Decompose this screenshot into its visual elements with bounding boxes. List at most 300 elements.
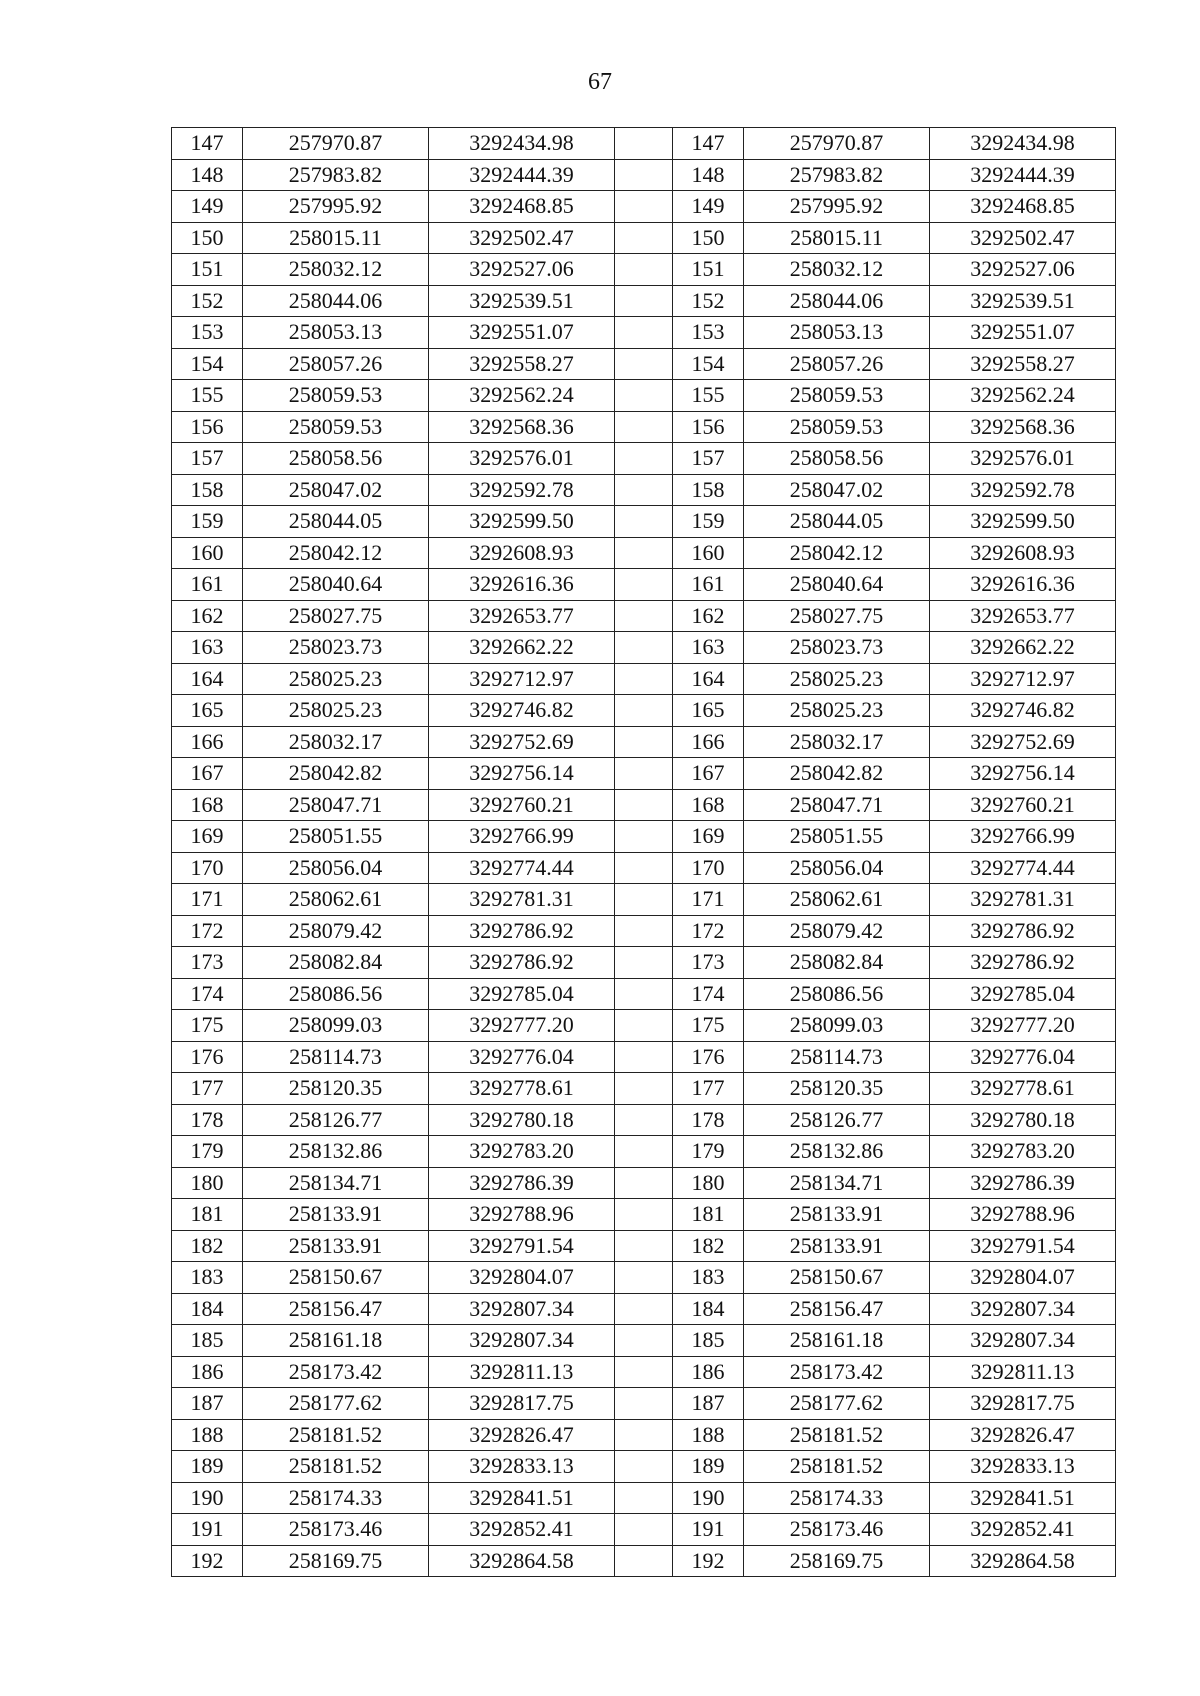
point-number-cell: 190 bbox=[673, 1482, 744, 1514]
empty-separator-cell bbox=[615, 537, 673, 569]
point-number-cell: 178 bbox=[673, 1104, 744, 1136]
table-row bbox=[172, 1388, 1116, 1420]
y-coordinate-cell: 3292783.20 bbox=[930, 1136, 1116, 1168]
x-coordinate-cell: 258056.04 bbox=[243, 852, 429, 884]
x-coordinate-cell: 258032.12 bbox=[243, 254, 429, 286]
y-coordinate-cell: 3292833.13 bbox=[930, 1451, 1116, 1483]
empty-separator-cell bbox=[615, 380, 673, 412]
empty-separator-cell bbox=[615, 884, 673, 916]
x-coordinate-cell: 258027.75 bbox=[744, 600, 930, 632]
point-number-cell: 182 bbox=[673, 1230, 744, 1262]
y-coordinate-cell: 3292766.99 bbox=[429, 821, 615, 853]
x-coordinate-cell: 258174.33 bbox=[744, 1482, 930, 1514]
x-coordinate-cell: 258086.56 bbox=[744, 978, 930, 1010]
table-row bbox=[172, 978, 1116, 1010]
y-coordinate-cell: 3292527.06 bbox=[429, 254, 615, 286]
empty-separator-cell bbox=[615, 1514, 673, 1546]
point-number-cell: 150 bbox=[673, 222, 744, 254]
table-row bbox=[172, 600, 1116, 632]
x-coordinate-cell: 258150.67 bbox=[243, 1262, 429, 1294]
table-row bbox=[172, 1041, 1116, 1073]
y-coordinate-cell: 3292780.18 bbox=[930, 1104, 1116, 1136]
y-coordinate-cell: 3292576.01 bbox=[429, 443, 615, 475]
point-number-cell: 177 bbox=[172, 1073, 243, 1105]
point-number-cell: 189 bbox=[673, 1451, 744, 1483]
point-number-cell: 170 bbox=[673, 852, 744, 884]
y-coordinate-cell: 3292599.50 bbox=[429, 506, 615, 538]
x-coordinate-cell: 258174.33 bbox=[243, 1482, 429, 1514]
point-number-cell: 160 bbox=[673, 537, 744, 569]
x-coordinate-cell: 258169.75 bbox=[744, 1545, 930, 1577]
y-coordinate-cell: 3292760.21 bbox=[930, 789, 1116, 821]
point-number-cell: 183 bbox=[673, 1262, 744, 1294]
empty-separator-cell bbox=[615, 947, 673, 979]
table-row bbox=[172, 1545, 1116, 1577]
x-coordinate-cell: 258044.05 bbox=[243, 506, 429, 538]
y-coordinate-cell: 3292756.14 bbox=[930, 758, 1116, 790]
table-row bbox=[172, 1482, 1116, 1514]
empty-separator-cell bbox=[615, 758, 673, 790]
y-coordinate-cell: 3292653.77 bbox=[930, 600, 1116, 632]
y-coordinate-cell: 3292539.51 bbox=[930, 285, 1116, 317]
empty-separator-cell bbox=[615, 1104, 673, 1136]
y-coordinate-cell: 3292562.24 bbox=[429, 380, 615, 412]
y-coordinate-cell: 3292662.22 bbox=[930, 632, 1116, 664]
x-coordinate-cell: 258051.55 bbox=[243, 821, 429, 853]
point-number-cell: 184 bbox=[172, 1293, 243, 1325]
table-row bbox=[172, 1199, 1116, 1231]
point-number-cell: 155 bbox=[673, 380, 744, 412]
x-coordinate-cell: 257983.82 bbox=[744, 159, 930, 191]
point-number-cell: 167 bbox=[172, 758, 243, 790]
y-coordinate-cell: 3292852.41 bbox=[930, 1514, 1116, 1546]
x-coordinate-cell: 257983.82 bbox=[243, 159, 429, 191]
empty-separator-cell bbox=[615, 978, 673, 1010]
y-coordinate-cell: 3292786.39 bbox=[930, 1167, 1116, 1199]
y-coordinate-cell: 3292562.24 bbox=[930, 380, 1116, 412]
empty-separator-cell bbox=[615, 1073, 673, 1105]
empty-separator-cell bbox=[615, 1293, 673, 1325]
x-coordinate-cell: 258150.67 bbox=[744, 1262, 930, 1294]
point-number-cell: 180 bbox=[172, 1167, 243, 1199]
y-coordinate-cell: 3292551.07 bbox=[930, 317, 1116, 349]
y-coordinate-cell: 3292778.61 bbox=[429, 1073, 615, 1105]
x-coordinate-cell: 258042.12 bbox=[744, 537, 930, 569]
point-number-cell: 191 bbox=[172, 1514, 243, 1546]
x-coordinate-cell: 258120.35 bbox=[243, 1073, 429, 1105]
empty-separator-cell bbox=[615, 789, 673, 821]
y-coordinate-cell: 3292752.69 bbox=[930, 726, 1116, 758]
y-coordinate-cell: 3292811.13 bbox=[930, 1356, 1116, 1388]
y-coordinate-cell: 3292780.18 bbox=[429, 1104, 615, 1136]
x-coordinate-cell: 258133.91 bbox=[744, 1230, 930, 1262]
empty-separator-cell bbox=[615, 1199, 673, 1231]
x-coordinate-cell: 258047.02 bbox=[744, 474, 930, 506]
y-coordinate-cell: 3292786.92 bbox=[429, 947, 615, 979]
point-number-cell: 176 bbox=[673, 1041, 744, 1073]
x-coordinate-cell: 258032.17 bbox=[744, 726, 930, 758]
empty-separator-cell bbox=[615, 348, 673, 380]
point-number-cell: 182 bbox=[172, 1230, 243, 1262]
y-coordinate-cell: 3292781.31 bbox=[429, 884, 615, 916]
table-row bbox=[172, 726, 1116, 758]
x-coordinate-cell: 258161.18 bbox=[744, 1325, 930, 1357]
x-coordinate-cell: 258181.52 bbox=[243, 1451, 429, 1483]
x-coordinate-cell: 258047.71 bbox=[744, 789, 930, 821]
point-number-cell: 152 bbox=[673, 285, 744, 317]
y-coordinate-cell: 3292778.61 bbox=[930, 1073, 1116, 1105]
y-coordinate-cell: 3292841.51 bbox=[429, 1482, 615, 1514]
point-number-cell: 166 bbox=[673, 726, 744, 758]
x-coordinate-cell: 258015.11 bbox=[243, 222, 429, 254]
point-number-cell: 179 bbox=[172, 1136, 243, 1168]
point-number-cell: 167 bbox=[673, 758, 744, 790]
table-row bbox=[172, 222, 1116, 254]
x-coordinate-cell: 258114.73 bbox=[744, 1041, 930, 1073]
table-row bbox=[172, 159, 1116, 191]
x-coordinate-cell: 258181.52 bbox=[243, 1419, 429, 1451]
y-coordinate-cell: 3292791.54 bbox=[429, 1230, 615, 1262]
x-coordinate-cell: 258156.47 bbox=[744, 1293, 930, 1325]
empty-separator-cell bbox=[615, 285, 673, 317]
y-coordinate-cell: 3292804.07 bbox=[930, 1262, 1116, 1294]
y-coordinate-cell: 3292776.04 bbox=[429, 1041, 615, 1073]
point-number-cell: 171 bbox=[172, 884, 243, 916]
point-number-cell: 157 bbox=[172, 443, 243, 475]
x-coordinate-cell: 258173.42 bbox=[243, 1356, 429, 1388]
empty-separator-cell bbox=[615, 1325, 673, 1357]
point-number-cell: 154 bbox=[673, 348, 744, 380]
empty-separator-cell bbox=[615, 222, 673, 254]
coordinates-table bbox=[171, 127, 1116, 1577]
y-coordinate-cell: 3292817.75 bbox=[930, 1388, 1116, 1420]
y-coordinate-cell: 3292608.93 bbox=[429, 537, 615, 569]
x-coordinate-cell: 257970.87 bbox=[243, 128, 429, 160]
x-coordinate-cell: 258099.03 bbox=[243, 1010, 429, 1042]
y-coordinate-cell: 3292746.82 bbox=[930, 695, 1116, 727]
x-coordinate-cell: 258053.13 bbox=[243, 317, 429, 349]
x-coordinate-cell: 258134.71 bbox=[243, 1167, 429, 1199]
point-number-cell: 192 bbox=[673, 1545, 744, 1577]
x-coordinate-cell: 258134.71 bbox=[744, 1167, 930, 1199]
y-coordinate-cell: 3292576.01 bbox=[930, 443, 1116, 475]
y-coordinate-cell: 3292592.78 bbox=[930, 474, 1116, 506]
point-number-cell: 168 bbox=[172, 789, 243, 821]
y-coordinate-cell: 3292760.21 bbox=[429, 789, 615, 821]
y-coordinate-cell: 3292785.04 bbox=[429, 978, 615, 1010]
point-number-cell: 164 bbox=[172, 663, 243, 695]
y-coordinate-cell: 3292444.39 bbox=[429, 159, 615, 191]
table-row bbox=[172, 1293, 1116, 1325]
point-number-cell: 151 bbox=[673, 254, 744, 286]
x-coordinate-cell: 258132.86 bbox=[243, 1136, 429, 1168]
table-row bbox=[172, 1230, 1116, 1262]
empty-separator-cell bbox=[615, 695, 673, 727]
x-coordinate-cell: 258082.84 bbox=[744, 947, 930, 979]
table-row bbox=[172, 254, 1116, 286]
point-number-cell: 184 bbox=[673, 1293, 744, 1325]
y-coordinate-cell: 3292558.27 bbox=[429, 348, 615, 380]
x-coordinate-cell: 258173.42 bbox=[744, 1356, 930, 1388]
x-coordinate-cell: 258062.61 bbox=[243, 884, 429, 916]
x-coordinate-cell: 258133.91 bbox=[243, 1230, 429, 1262]
x-coordinate-cell: 258058.56 bbox=[744, 443, 930, 475]
y-coordinate-cell: 3292807.34 bbox=[930, 1325, 1116, 1357]
empty-separator-cell bbox=[615, 852, 673, 884]
empty-separator-cell bbox=[615, 254, 673, 286]
table-row bbox=[172, 317, 1116, 349]
point-number-cell: 173 bbox=[673, 947, 744, 979]
table-row bbox=[172, 1073, 1116, 1105]
empty-separator-cell bbox=[615, 1356, 673, 1388]
x-coordinate-cell: 258082.84 bbox=[243, 947, 429, 979]
point-number-cell: 148 bbox=[673, 159, 744, 191]
table-row bbox=[172, 947, 1116, 979]
x-coordinate-cell: 258044.06 bbox=[744, 285, 930, 317]
point-number-cell: 147 bbox=[673, 128, 744, 160]
point-number-cell: 178 bbox=[172, 1104, 243, 1136]
y-coordinate-cell: 3292608.93 bbox=[930, 537, 1116, 569]
y-coordinate-cell: 3292777.20 bbox=[429, 1010, 615, 1042]
point-number-cell: 165 bbox=[172, 695, 243, 727]
point-number-cell: 154 bbox=[172, 348, 243, 380]
y-coordinate-cell: 3292786.92 bbox=[930, 915, 1116, 947]
table-row bbox=[172, 695, 1116, 727]
x-coordinate-cell: 258059.53 bbox=[744, 380, 930, 412]
point-number-cell: 185 bbox=[172, 1325, 243, 1357]
y-coordinate-cell: 3292468.85 bbox=[930, 191, 1116, 223]
point-number-cell: 156 bbox=[172, 411, 243, 443]
point-number-cell: 168 bbox=[673, 789, 744, 821]
y-coordinate-cell: 3292774.44 bbox=[930, 852, 1116, 884]
point-number-cell: 151 bbox=[172, 254, 243, 286]
y-coordinate-cell: 3292804.07 bbox=[429, 1262, 615, 1294]
x-coordinate-cell: 258181.52 bbox=[744, 1451, 930, 1483]
empty-separator-cell bbox=[615, 600, 673, 632]
table-row bbox=[172, 663, 1116, 695]
point-number-cell: 180 bbox=[673, 1167, 744, 1199]
y-coordinate-cell: 3292592.78 bbox=[429, 474, 615, 506]
table-row bbox=[172, 915, 1116, 947]
y-coordinate-cell: 3292786.39 bbox=[429, 1167, 615, 1199]
y-coordinate-cell: 3292568.36 bbox=[930, 411, 1116, 443]
x-coordinate-cell: 258177.62 bbox=[243, 1388, 429, 1420]
y-coordinate-cell: 3292826.47 bbox=[930, 1419, 1116, 1451]
point-number-cell: 172 bbox=[673, 915, 744, 947]
point-number-cell: 169 bbox=[673, 821, 744, 853]
table-row bbox=[172, 443, 1116, 475]
coordinates-table-body bbox=[172, 128, 1116, 1577]
y-coordinate-cell: 3292786.92 bbox=[429, 915, 615, 947]
table-row bbox=[172, 758, 1116, 790]
x-coordinate-cell: 258057.26 bbox=[243, 348, 429, 380]
point-number-cell: 188 bbox=[172, 1419, 243, 1451]
y-coordinate-cell: 3292777.20 bbox=[930, 1010, 1116, 1042]
y-coordinate-cell: 3292785.04 bbox=[930, 978, 1116, 1010]
x-coordinate-cell: 258023.73 bbox=[243, 632, 429, 664]
x-coordinate-cell: 258032.12 bbox=[744, 254, 930, 286]
empty-separator-cell bbox=[615, 1167, 673, 1199]
point-number-cell: 172 bbox=[172, 915, 243, 947]
x-coordinate-cell: 258040.64 bbox=[243, 569, 429, 601]
table-row bbox=[172, 569, 1116, 601]
point-number-cell: 161 bbox=[172, 569, 243, 601]
x-coordinate-cell: 258058.56 bbox=[243, 443, 429, 475]
point-number-cell: 192 bbox=[172, 1545, 243, 1577]
x-coordinate-cell: 258051.55 bbox=[744, 821, 930, 853]
point-number-cell: 175 bbox=[172, 1010, 243, 1042]
empty-separator-cell bbox=[615, 1010, 673, 1042]
x-coordinate-cell: 258042.82 bbox=[744, 758, 930, 790]
x-coordinate-cell: 258126.77 bbox=[243, 1104, 429, 1136]
empty-separator-cell bbox=[615, 128, 673, 160]
y-coordinate-cell: 3292752.69 bbox=[429, 726, 615, 758]
y-coordinate-cell: 3292616.36 bbox=[930, 569, 1116, 601]
point-number-cell: 174 bbox=[673, 978, 744, 1010]
x-coordinate-cell: 258042.12 bbox=[243, 537, 429, 569]
x-coordinate-cell: 258079.42 bbox=[744, 915, 930, 947]
y-coordinate-cell: 3292841.51 bbox=[930, 1482, 1116, 1514]
point-number-cell: 157 bbox=[673, 443, 744, 475]
point-number-cell: 179 bbox=[673, 1136, 744, 1168]
point-number-cell: 148 bbox=[172, 159, 243, 191]
y-coordinate-cell: 3292653.77 bbox=[429, 600, 615, 632]
empty-separator-cell bbox=[615, 821, 673, 853]
x-coordinate-cell: 258173.46 bbox=[243, 1514, 429, 1546]
empty-separator-cell bbox=[615, 1041, 673, 1073]
y-coordinate-cell: 3292746.82 bbox=[429, 695, 615, 727]
x-coordinate-cell: 258132.86 bbox=[744, 1136, 930, 1168]
x-coordinate-cell: 258173.46 bbox=[744, 1514, 930, 1546]
table-row bbox=[172, 1514, 1116, 1546]
point-number-cell: 187 bbox=[172, 1388, 243, 1420]
point-number-cell: 147 bbox=[172, 128, 243, 160]
point-number-cell: 185 bbox=[673, 1325, 744, 1357]
x-coordinate-cell: 258057.26 bbox=[744, 348, 930, 380]
table-row bbox=[172, 506, 1116, 538]
y-coordinate-cell: 3292783.20 bbox=[429, 1136, 615, 1168]
empty-separator-cell bbox=[615, 474, 673, 506]
y-coordinate-cell: 3292864.58 bbox=[930, 1545, 1116, 1577]
point-number-cell: 189 bbox=[172, 1451, 243, 1483]
y-coordinate-cell: 3292712.97 bbox=[930, 663, 1116, 695]
x-coordinate-cell: 258161.18 bbox=[243, 1325, 429, 1357]
x-coordinate-cell: 258156.47 bbox=[243, 1293, 429, 1325]
empty-separator-cell bbox=[615, 1419, 673, 1451]
point-number-cell: 149 bbox=[673, 191, 744, 223]
y-coordinate-cell: 3292791.54 bbox=[930, 1230, 1116, 1262]
y-coordinate-cell: 3292776.04 bbox=[930, 1041, 1116, 1073]
x-coordinate-cell: 258126.77 bbox=[744, 1104, 930, 1136]
point-number-cell: 155 bbox=[172, 380, 243, 412]
y-coordinate-cell: 3292434.98 bbox=[429, 128, 615, 160]
point-number-cell: 173 bbox=[172, 947, 243, 979]
empty-separator-cell bbox=[615, 159, 673, 191]
x-coordinate-cell: 258044.05 bbox=[744, 506, 930, 538]
point-number-cell: 187 bbox=[673, 1388, 744, 1420]
y-coordinate-cell: 3292807.34 bbox=[930, 1293, 1116, 1325]
table-row bbox=[172, 1010, 1116, 1042]
y-coordinate-cell: 3292502.47 bbox=[930, 222, 1116, 254]
x-coordinate-cell: 257970.87 bbox=[744, 128, 930, 160]
table-row bbox=[172, 789, 1116, 821]
point-number-cell: 191 bbox=[673, 1514, 744, 1546]
x-coordinate-cell: 258059.53 bbox=[243, 380, 429, 412]
point-number-cell: 181 bbox=[673, 1199, 744, 1231]
empty-separator-cell bbox=[615, 632, 673, 664]
point-number-cell: 159 bbox=[673, 506, 744, 538]
empty-separator-cell bbox=[615, 915, 673, 947]
point-number-cell: 162 bbox=[673, 600, 744, 632]
y-coordinate-cell: 3292852.41 bbox=[429, 1514, 615, 1546]
point-number-cell: 165 bbox=[673, 695, 744, 727]
table-row bbox=[172, 821, 1116, 853]
y-coordinate-cell: 3292468.85 bbox=[429, 191, 615, 223]
table-row bbox=[172, 537, 1116, 569]
y-coordinate-cell: 3292568.36 bbox=[429, 411, 615, 443]
point-number-cell: 161 bbox=[673, 569, 744, 601]
empty-separator-cell bbox=[615, 191, 673, 223]
point-number-cell: 163 bbox=[673, 632, 744, 664]
point-number-cell: 176 bbox=[172, 1041, 243, 1073]
empty-separator-cell bbox=[615, 1451, 673, 1483]
x-coordinate-cell: 257995.92 bbox=[243, 191, 429, 223]
y-coordinate-cell: 3292766.99 bbox=[930, 821, 1116, 853]
table-row bbox=[172, 1419, 1116, 1451]
y-coordinate-cell: 3292599.50 bbox=[930, 506, 1116, 538]
table-row bbox=[172, 1167, 1116, 1199]
empty-separator-cell bbox=[615, 443, 673, 475]
table-row bbox=[172, 1262, 1116, 1294]
point-number-cell: 160 bbox=[172, 537, 243, 569]
point-number-cell: 170 bbox=[172, 852, 243, 884]
point-number-cell: 158 bbox=[172, 474, 243, 506]
x-coordinate-cell: 258177.62 bbox=[744, 1388, 930, 1420]
y-coordinate-cell: 3292662.22 bbox=[429, 632, 615, 664]
empty-separator-cell bbox=[615, 1230, 673, 1262]
table-row bbox=[172, 191, 1116, 223]
y-coordinate-cell: 3292616.36 bbox=[429, 569, 615, 601]
y-coordinate-cell: 3292539.51 bbox=[429, 285, 615, 317]
x-coordinate-cell: 258027.75 bbox=[243, 600, 429, 632]
x-coordinate-cell: 258015.11 bbox=[744, 222, 930, 254]
point-number-cell: 164 bbox=[673, 663, 744, 695]
y-coordinate-cell: 3292864.58 bbox=[429, 1545, 615, 1577]
point-number-cell: 158 bbox=[673, 474, 744, 506]
empty-separator-cell bbox=[615, 506, 673, 538]
y-coordinate-cell: 3292774.44 bbox=[429, 852, 615, 884]
x-coordinate-cell: 258047.02 bbox=[243, 474, 429, 506]
y-coordinate-cell: 3292807.34 bbox=[429, 1325, 615, 1357]
x-coordinate-cell: 258181.52 bbox=[744, 1419, 930, 1451]
point-number-cell: 152 bbox=[172, 285, 243, 317]
point-number-cell: 153 bbox=[673, 317, 744, 349]
x-coordinate-cell: 258059.53 bbox=[744, 411, 930, 443]
y-coordinate-cell: 3292756.14 bbox=[429, 758, 615, 790]
y-coordinate-cell: 3292786.92 bbox=[930, 947, 1116, 979]
empty-separator-cell bbox=[615, 663, 673, 695]
empty-separator-cell bbox=[615, 1262, 673, 1294]
x-coordinate-cell: 258047.71 bbox=[243, 789, 429, 821]
point-number-cell: 186 bbox=[673, 1356, 744, 1388]
x-coordinate-cell: 258062.61 bbox=[744, 884, 930, 916]
x-coordinate-cell: 258053.13 bbox=[744, 317, 930, 349]
table-row bbox=[172, 128, 1116, 160]
x-coordinate-cell: 258120.35 bbox=[744, 1073, 930, 1105]
point-number-cell: 183 bbox=[172, 1262, 243, 1294]
y-coordinate-cell: 3292444.39 bbox=[930, 159, 1116, 191]
y-coordinate-cell: 3292527.06 bbox=[930, 254, 1116, 286]
